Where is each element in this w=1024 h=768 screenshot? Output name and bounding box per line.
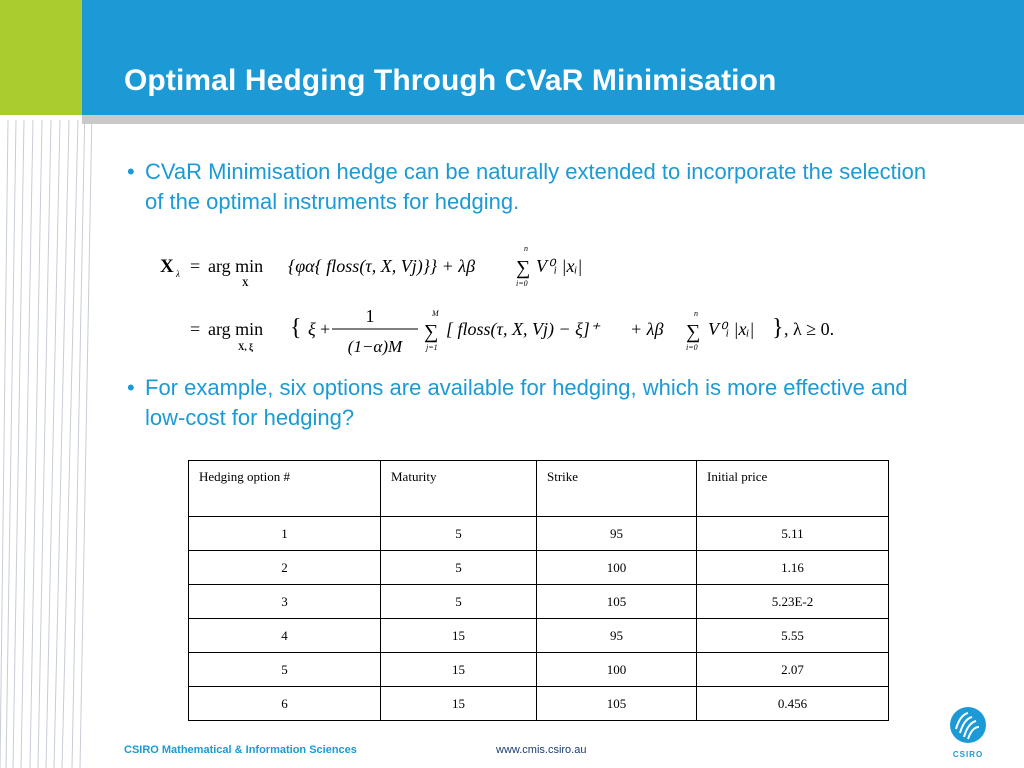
cell-price: 2.07 [697,653,889,687]
cell-price: 5.55 [697,619,889,653]
cell-maturity: 15 [381,687,537,721]
header-initial-price: Initial price [697,461,889,517]
cell-maturity: 15 [381,619,537,653]
footer-org: CSIRO Mathematical & Information Sciences [124,744,357,756]
formula-sum1-lower: i=0 [516,279,528,288]
formula-argmin-sub-2: X, ξ [238,342,254,352]
table-row [189,619,889,653]
cell-option: 4 [189,619,381,653]
cell-maturity: 5 [381,585,537,619]
cell-strike: 105 [537,687,697,721]
formula-plus: + [320,319,331,339]
formula-sum2: ∑ [424,321,439,343]
bullet-2 [127,373,927,433]
cell-price: 1.16 [697,551,889,585]
formula-frac-den: (1−α)M [347,337,403,356]
formula-frac-num: 1 [365,306,375,326]
cell-option: 5 [189,653,381,687]
cvar-formula [150,230,890,365]
cell-option: 3 [189,585,381,619]
bullet-text: CVaR Minimisation hedge can be naturally extended to incorporate the selection of the optimal instruments for hedging. [145,159,927,214]
formula-sum1-upper: n [524,244,528,253]
accent-block [0,0,82,115]
table-row [189,653,889,687]
formula-abs-term-1: V⁰ᵢ |xᵢ| [536,256,583,276]
cell-price: 5.11 [697,517,889,551]
table-row [189,585,889,619]
formula-sum3: ∑ [686,321,701,343]
cell-strike: 100 [537,551,697,585]
cell-option: 6 [189,687,381,721]
formula-line1-mid: {φα{ floss(τ, X, Vj)}} + λβ [288,256,476,276]
title-divider [82,115,1024,124]
bullet-text: For example, six options are available for hedging, which is more effective and low-cost for hedging? [145,375,908,430]
formula-lambda-beta: + λβ [630,319,664,339]
cell-price: 5.23E-2 [697,585,889,619]
formula-brace-open: { [290,315,302,341]
cell-price: 0.456 [697,687,889,721]
formula-brace-close: } [772,315,784,341]
cell-option: 2 [189,551,381,585]
cell-strike: 95 [537,619,697,653]
formula-xi: ξ [308,319,316,339]
formula-eq-2: = [190,319,201,339]
formula-argmin-sub-1: X [242,278,249,288]
formula-lhs-sub: λ [176,269,180,279]
table-row [189,551,889,585]
cell-strike: 105 [537,585,697,619]
header-strike: Strike [537,461,697,517]
formula-bracket-term: [ floss(τ, X, Vj) − ξ]⁺ [446,319,600,339]
formula-argmin-2: arg min [208,319,264,339]
hedging-options-table [188,460,889,721]
formula-abs-term-2: V⁰ᵢ |xᵢ| [708,319,755,339]
formula-sum2-lower: j=1 [426,343,438,352]
formula-argmin-1: arg min [208,256,264,276]
csiro-logo-icon [946,705,990,761]
bullet-marker: • [127,375,135,400]
slide-title: Optimal Hedging Through CVaR Minimisation [124,64,777,97]
cell-strike: 95 [537,517,697,551]
formula-tail: , λ ≥ 0. [784,319,835,339]
cell-maturity: 5 [381,551,537,585]
bullet-1 [127,157,927,217]
table-row [189,687,889,721]
table-row [189,517,889,551]
footer-url[interactable]: www.cmis.csiro.au [496,744,587,756]
bullet-marker: • [127,159,135,184]
table-header-row [189,461,889,517]
cell-maturity: 15 [381,653,537,687]
formula-lhs: X [160,256,174,277]
header-option: Hedging option # [189,461,381,517]
formula-sum2-upper: M [432,309,439,318]
logo-label: CSIRO [952,750,984,759]
formula-eq-1: = [190,256,201,276]
formula-sum1: ∑ [516,257,531,279]
formula-sum3-upper: n [694,309,698,318]
cell-strike: 100 [537,653,697,687]
header-maturity: Maturity [381,461,537,517]
cell-option: 1 [189,517,381,551]
formula-sum3-lower: i=0 [686,343,698,352]
cell-maturity: 5 [381,517,537,551]
